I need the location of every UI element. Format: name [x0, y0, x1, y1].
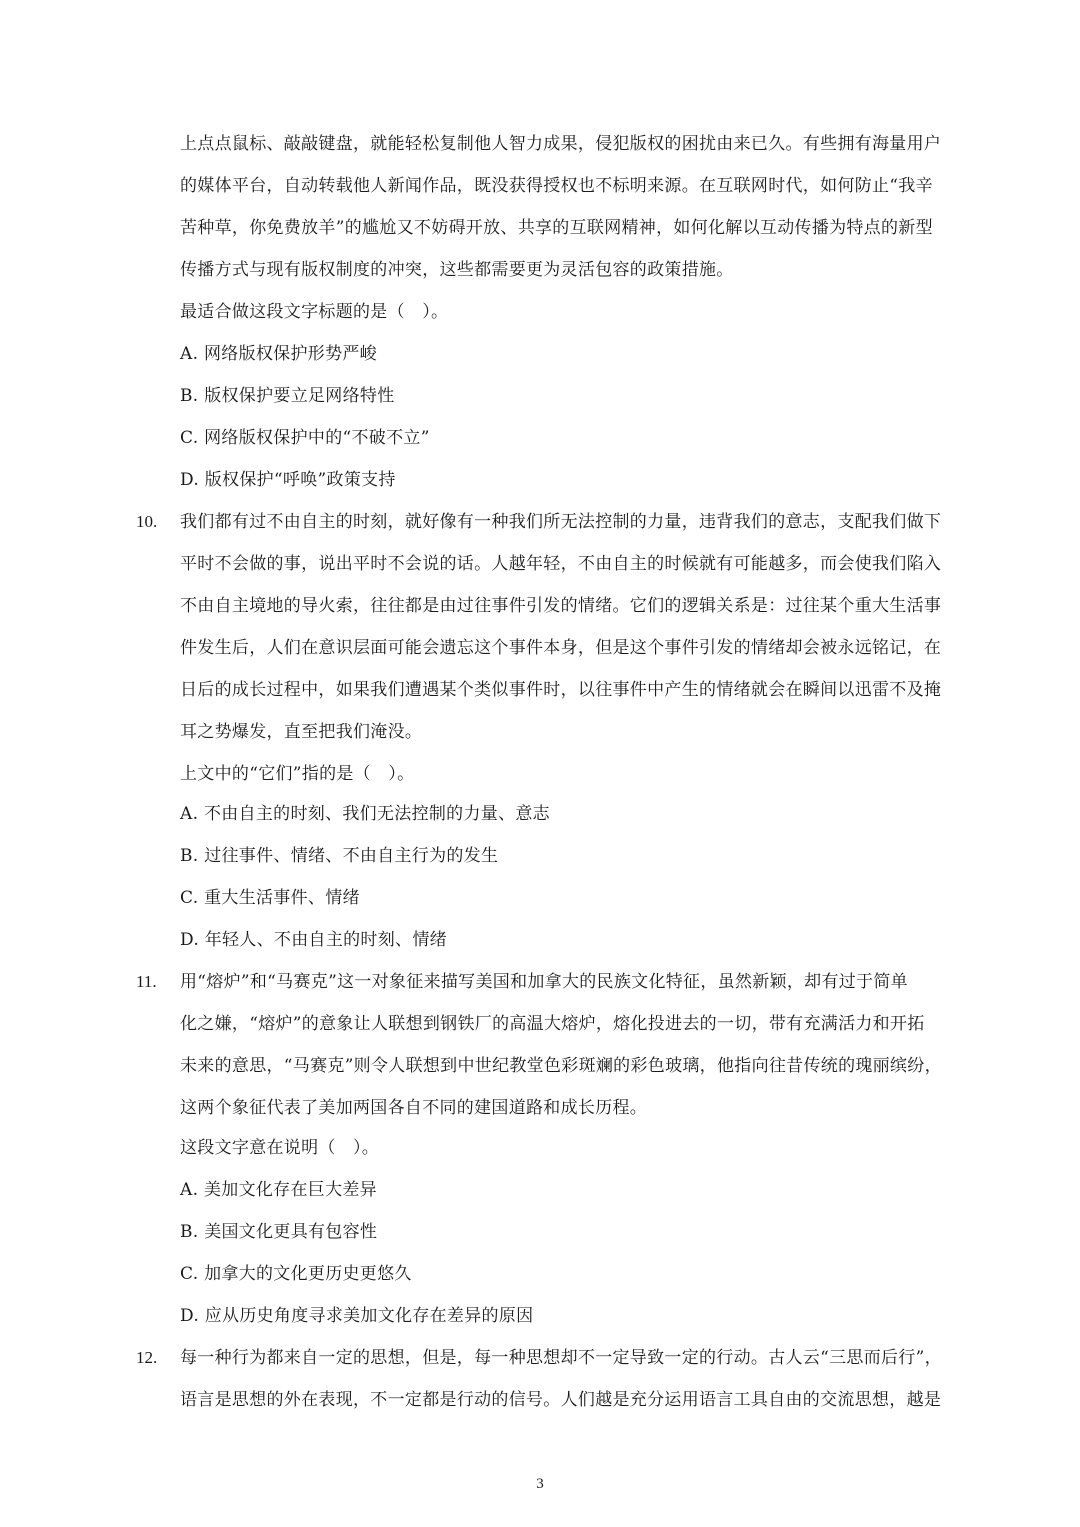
- q10-passage-line-5: 日后的成长过程中，如果我们遭遇某个类似事件时，以往事件中产生的情绪就会在瞬间以迅雷不及掩: [180, 680, 942, 700]
- q10-option-d: D. 年轻人、不由自主的时刻、情绪: [180, 930, 447, 950]
- q10-option-c: C. 重大生活事件、情绪: [180, 888, 360, 908]
- q11-passage-line-4: 这两个象征代表了美加两国各自不同的建国道路和成长历程。: [180, 1098, 648, 1118]
- page-number: 3: [536, 1476, 544, 1492]
- q9-option-b: B. 版权保护要立足网络特性: [180, 386, 395, 406]
- q11-number: 11.: [136, 972, 157, 991]
- q9-passage-line-4: 传播方式与现有版权制度的冲突，这些都需要更为灵活包容的政策措施。: [180, 260, 734, 280]
- q11-passage-line-2: 化之嫌，“熔炉”的意象让人联想到钢铁厂的高温大熔炉，熔化投进去的一切，带有充满活力和开拓: [180, 1014, 925, 1034]
- q9-option-c: C. 网络版权保护中的“不破不立”: [180, 428, 430, 448]
- q10-passage-line-1: 我们都有过不由自主的时刻，就好像有一种我们所无法控制的力量，违背我们的意志，支配我们做下: [180, 512, 942, 532]
- q10-passage-line-2: 平时不会做的事，说出平时不会说的话。人越年轻，不由自主的时候就有可能越多，而会使我们陷入: [180, 554, 942, 574]
- q9-option-d: D. 版权保护“呼唤”政策支持: [180, 470, 396, 490]
- q11-question: 这段文字意在说明（ ）。: [180, 1138, 380, 1158]
- q10-option-b: B. 过往事件、情绪、不由自主行为的发生: [180, 846, 499, 866]
- q10-option-a: A. 不由自主的时刻、我们无法控制的力量、意志: [180, 804, 550, 824]
- q9-option-a: A. 网络版权保护形势严峻: [180, 344, 377, 364]
- q9-passage-line-2: 的媒体平台，自动转载他人新闻作品，既没获得授权也不标明来源。在互联网时代，如何防止“我辛: [180, 176, 933, 196]
- q10-passage-line-3: 不由自主境地的导火索，往往都是由过往事件引发的情绪。它们的逻辑关系是：过往某个重大生活事: [180, 596, 942, 616]
- q9-question: 最适合做这段文字标题的是（ ）。: [180, 302, 449, 322]
- q11-option-a: A. 美加文化存在巨大差异: [180, 1180, 377, 1200]
- q12-number: 12.: [136, 1348, 158, 1367]
- q9-passage-line-1: 上点点鼠标、敲敲键盘，就能轻松复制他人智力成果，侵犯版权的困扰由来已久。有些拥有海量用户: [180, 134, 942, 154]
- q11-passage-line-1: 用“熔炉”和“马赛克”这一对象征来描写美国和加拿大的民族文化特征，虽然新颖，却有过于简单: [180, 972, 908, 992]
- q10-number: 10.: [136, 512, 158, 531]
- q10-passage-line-4: 件发生后，人们在意识层面可能会遗忘这个事件本身，但是这个事件引发的情绪却会被永远铭记，在: [180, 638, 942, 658]
- q12-passage-line-1: 每一种行为都来自一定的思想，但是，每一种思想却不一定导致一定的行动。古人云“三思而后行”，: [180, 1348, 942, 1368]
- q10-passage-line-6: 耳之势爆发，直至把我们淹没。: [180, 722, 423, 742]
- q11-option-c: C. 加拿大的文化更历史更悠久: [180, 1264, 412, 1284]
- q9-passage-line-3: 苦种草，你免费放羊”的尴尬又不妨碍开放、共享的互联网精神，如何化解以互动传播为特点的新型: [180, 218, 933, 238]
- q11-option-b: B. 美国文化更具有包容性: [180, 1222, 378, 1242]
- q12-passage-line-2: 语言是思想的外在表现，不一定都是行动的信号。人们越是充分运用语言工具自由的交流思想，越是: [180, 1390, 942, 1410]
- q11-passage-line-3: 未来的意思，“马赛克”则令人联想到中世纪教堂色彩斑斓的彩色玻璃，他指向往昔传统的瑰丽缤纷，: [180, 1056, 942, 1076]
- q11-option-d: D. 应从历史角度寻求美加文化存在差异的原因: [180, 1306, 534, 1326]
- q10-question: 上文中的“它们”指的是（ ）。: [180, 764, 415, 784]
